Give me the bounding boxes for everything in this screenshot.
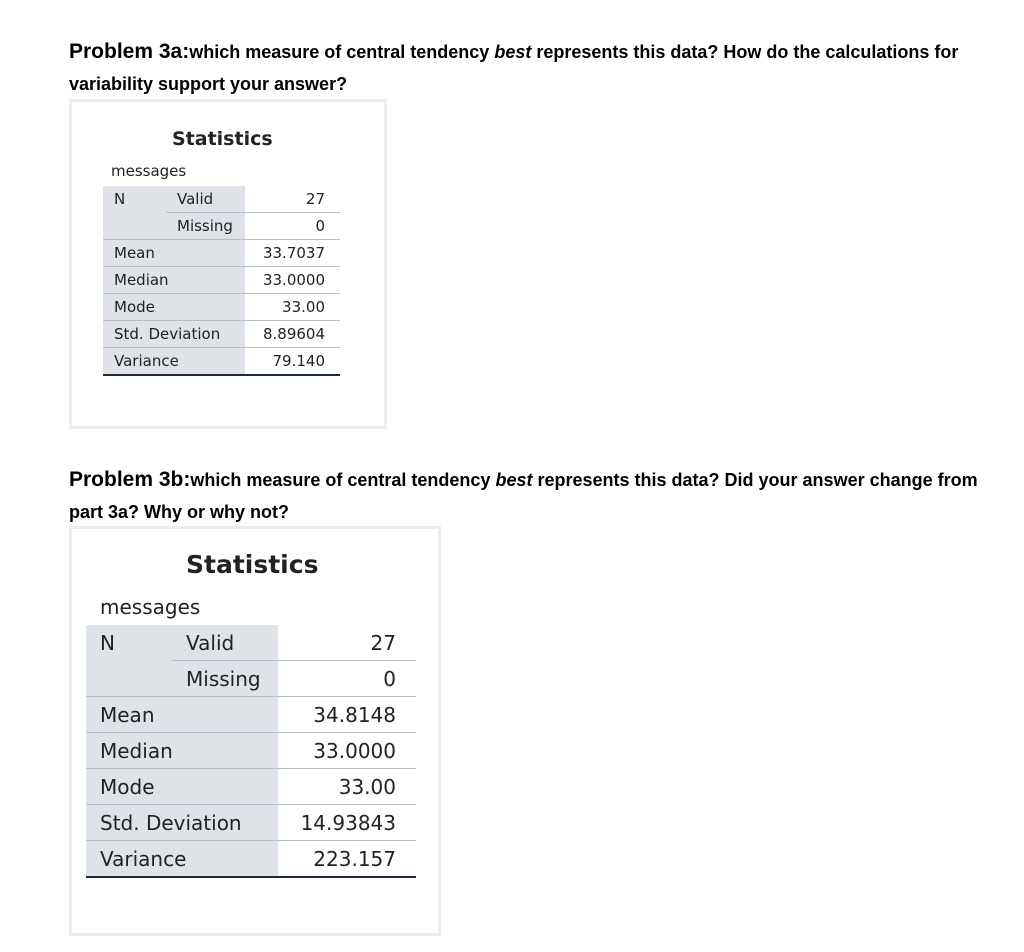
table-row [103,321,340,348]
table-row [86,841,416,878]
problem-3b-text-end: represents this data? Did your answer change from part 3a? Why or why not? [69,470,978,522]
table-row [103,186,340,213]
mode-value: 33.00 [278,769,416,805]
valid-label: Valid [172,625,278,661]
problem-3b-heading: Problem 3b: [69,468,191,491]
n-label-spacer [103,213,166,240]
problem-3a-emphasis: best [494,42,532,62]
problem-3a-text-end: represents this data? How do the calculations for variability support your answer? [69,42,959,94]
variance-label: Variance [86,841,278,878]
mode-label: Mode [86,769,278,805]
statistics-title: Statistics [172,128,273,150]
variance-value: 223.157 [278,841,416,878]
statistics-panel-3a [69,99,387,429]
n-label-spacer [86,661,172,697]
std-deviation-label: Std. Deviation [103,321,245,348]
table-row [103,240,340,267]
mode-label: Mode [103,294,245,321]
table-row [103,294,340,321]
median-label: Median [103,267,245,294]
n-label: N [86,625,172,661]
problem-3b-emphasis: best [495,470,533,490]
problem-3a-heading: Problem 3a: [69,40,190,63]
missing-value: 0 [278,661,416,697]
median-value: 33.0000 [278,733,416,769]
problem-3a-prompt [69,37,969,101]
table-row [86,769,416,805]
valid-value: 27 [278,625,416,661]
table-row [86,625,416,661]
valid-value: 27 [245,186,340,213]
mode-value: 33.00 [245,294,340,321]
table-row [86,805,416,841]
median-value: 33.0000 [245,267,340,294]
variable-label: messages [111,162,187,180]
statistics-title: Statistics [186,550,319,579]
valid-label: Valid [166,186,245,213]
std-deviation-value: 14.93843 [278,805,416,841]
missing-label: Missing [166,213,245,240]
std-deviation-label: Std. Deviation [86,805,278,841]
table-row [103,348,340,376]
mean-value: 33.7037 [245,240,340,267]
missing-value: 0 [245,213,340,240]
statistics-table [86,625,416,878]
median-label: Median [86,733,278,769]
n-label: N [103,186,166,213]
table-row [103,213,340,240]
table-row [86,733,416,769]
variance-label: Variance [103,348,245,376]
mean-label: Mean [86,697,278,733]
statistics-panel-3b [69,526,441,936]
std-deviation-value: 8.89604 [245,321,340,348]
statistics-table [103,186,340,376]
table-row [86,661,416,697]
variable-label: messages [100,595,201,619]
problem-3a-text: which measure of central tendency [189,42,495,62]
table-row [86,697,416,733]
mean-value: 34.8148 [278,697,416,733]
mean-label: Mean [103,240,245,267]
missing-label: Missing [172,661,278,697]
problem-3b-text: which measure of central tendency [190,470,496,490]
problem-3b-prompt [69,465,1009,529]
table-row [103,267,340,294]
variance-value: 79.140 [245,348,340,376]
